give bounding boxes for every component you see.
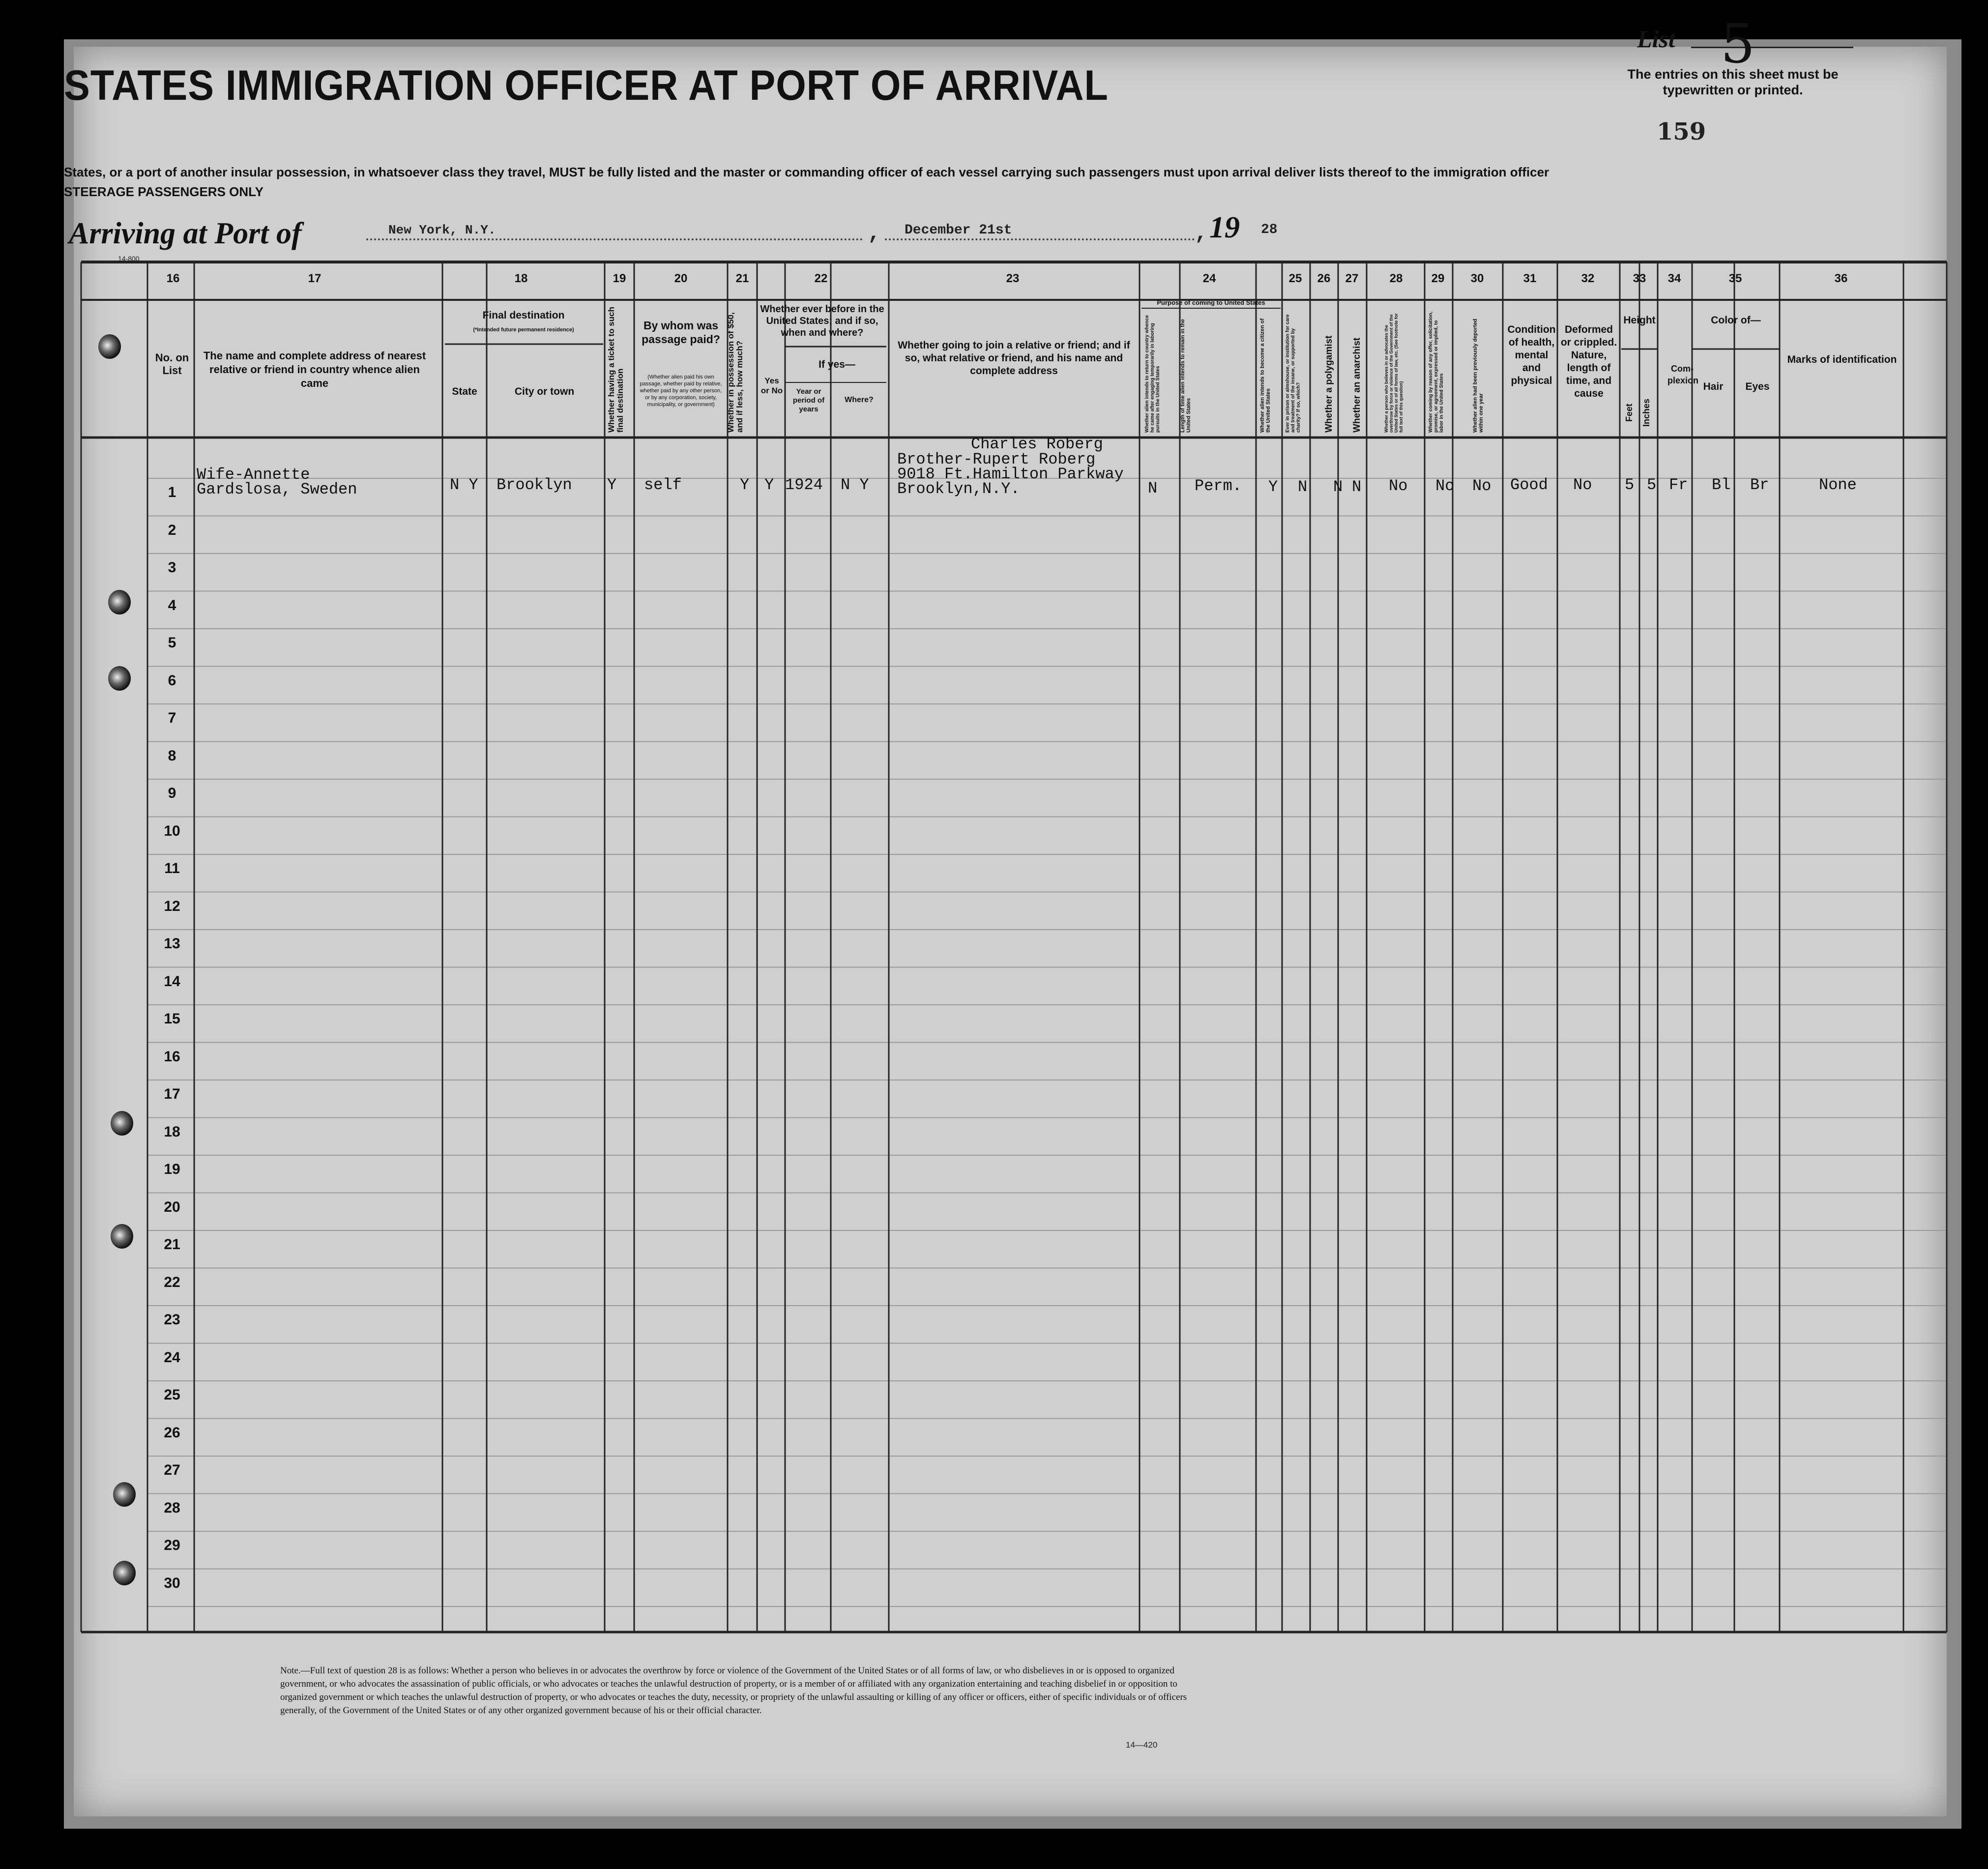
row-number: 23 [164, 1312, 180, 1328]
column-number: 21 [735, 272, 749, 285]
row-number: 28 [164, 1499, 180, 1516]
header-deformed: Deformed or crippled. Nature, length of time, and cause [1560, 324, 1617, 399]
header-list-number: No. on List [155, 351, 189, 377]
entry-city: Brooklyn [497, 476, 572, 494]
comma-2: , [1195, 221, 1208, 246]
entry-citizen: Y [1268, 478, 1278, 496]
class-line: STEERAGE PASSENGERS ONLY [64, 184, 263, 199]
list-number: 5 [1721, 12, 1755, 75]
header-marks: Marks of identification [1787, 354, 1897, 365]
footnote: Note.—Full text of question 28 is as follows: Whether a person who believes in or advocates the overthrow by force or violence of the Government of the United States or of all forms of law, or who disbelieves in or is opposed to organized government, or who advocates the assassination of public officials, or who advocates or teaches the unlawful destruction of property, or is a member of or affiliated with any organization entertaining and teaching disbelief in or opposition to organized government or which teaches the unlawful destruction of property, or who advocates or teaches the duty, necessity, or propriety of the unlawful assaulting or killing of any officer or officers, either of specific individuals or of officers generally, of the Government of the United States or of any other organized government because of his or their official character. [280, 1665, 1187, 1716]
arriving-label: Arriving at Port of [69, 217, 302, 250]
binder-hole [113, 1482, 136, 1507]
row-number: 14 [164, 973, 180, 990]
header-ticket: Whether having a ticket to such final destination [607, 307, 625, 433]
entry-polygamist: N [1333, 478, 1343, 496]
list-label: List [1637, 25, 1675, 53]
port-value: New York, N.Y. [388, 223, 496, 237]
row-number: 19 [164, 1161, 180, 1177]
form-number: 14—420 [1126, 1740, 1158, 1750]
column-number: 32 [1581, 272, 1595, 285]
header-final-destination: Final destination [482, 310, 565, 321]
entry-q29: No [1435, 477, 1455, 495]
entry-q30: No [1472, 477, 1491, 495]
header-final-destination-note: (*Intended future permanent residence) [473, 327, 574, 333]
row-number: 5 [168, 635, 176, 651]
year-prefix: 19 [1209, 211, 1240, 244]
entry-anarchist: N [1352, 478, 1362, 496]
row-number: 3 [168, 559, 176, 576]
column-number: 33 [1633, 272, 1646, 285]
header-complexion: Com-plexion [1667, 364, 1699, 385]
entry-health: Good [1510, 476, 1548, 494]
row-number: 4 [168, 597, 176, 613]
header-passage-note: (Whether alien paid his own passage, whether paid by relative, whether paid by any other person, or by any corporation, society, municipality, or government) [640, 374, 722, 408]
row-number: 7 [168, 710, 176, 726]
row-number: 9 [168, 785, 176, 801]
row-number: 13 [164, 935, 180, 952]
corner-mark: 14-800 [118, 255, 140, 263]
column-number: 18 [514, 272, 528, 285]
row-number: 20 [164, 1198, 180, 1215]
column-number: 19 [613, 272, 626, 285]
date-value: December 21st [905, 223, 1012, 238]
row-number: 27 [164, 1462, 180, 1478]
entry-state: N Y [450, 476, 478, 494]
header-city: City or town [514, 386, 575, 397]
column-number: 28 [1389, 272, 1403, 285]
entry-hair: Bl [1712, 476, 1731, 494]
header-yes-no: Yes or No [760, 376, 783, 395]
page-title: STATES IMMIGRATION OFFICER AT PORT OF ARRIVAL [64, 62, 1109, 109]
entry-paid-by: self [644, 476, 682, 494]
binder-hole [113, 1561, 136, 1585]
page-number: 159 [1657, 118, 1706, 146]
row-number: 25 [164, 1387, 180, 1403]
column-number: 25 [1288, 272, 1302, 285]
row-number: 16 [164, 1048, 180, 1065]
header-before-in-us: Whether ever before in the United States; and if so, when and where? [760, 304, 884, 338]
row-number: 22 [164, 1274, 180, 1290]
row-number: 18 [164, 1123, 180, 1140]
row-number: 17 [164, 1086, 180, 1102]
entry-ticket: Y [607, 476, 617, 494]
header-feet: Feet [1624, 403, 1634, 422]
subtitle-text: States, or a port of another insular possession, in whatsoever class they travel, MUST be fully listed and the master or commanding officer of each vessel carrying such passengers must upon arrival deliver lists thereof to the immigration officer [64, 165, 1549, 179]
header-year: Year or period of years [792, 387, 825, 413]
entry-feet: 5 [1625, 476, 1635, 494]
comma-1: , [868, 221, 881, 246]
binder-hole [108, 590, 131, 614]
header-nearest-relative: The name and complete address of nearest relative or friend in country whence alien came [203, 350, 426, 389]
entry-join-line2: 9018 Ft.Hamilton Parkway [897, 465, 1124, 483]
column-number: 27 [1345, 272, 1359, 285]
entry-join-line3: Brooklyn,N.Y. [897, 480, 1020, 498]
entry-deformed: No [1573, 476, 1592, 494]
binder-hole [111, 1224, 133, 1249]
row-number: 30 [164, 1575, 180, 1591]
column-number: 36 [1834, 272, 1848, 285]
column-number: 35 [1728, 272, 1742, 285]
column-number: 30 [1470, 272, 1484, 285]
row-number: 6 [168, 672, 176, 689]
header-state: State [452, 386, 477, 397]
header-fifty-dollars: Whether in possession of $50, and if less, how much? [726, 312, 744, 433]
row-number: 8 [168, 747, 176, 764]
entry-has-50: Y [740, 476, 750, 494]
header-polygamist: Whether a polygamist [1324, 335, 1334, 433]
header-height: Height [1623, 315, 1656, 326]
column-number: 24 [1202, 272, 1216, 285]
column-number: 31 [1523, 272, 1537, 285]
header-eyes: Eyes [1745, 381, 1770, 392]
header-q29: Whether coming by reason of any offer, solicitation, promise, or agreement, expressed or implied, to labor in the United States [1428, 311, 1444, 433]
entry-eyes: Br [1750, 476, 1769, 494]
entry-length-stay: Perm. [1195, 477, 1242, 495]
row-number: 12 [164, 898, 180, 914]
entry-join-line0: Charles Roberg [971, 435, 1103, 453]
row-number: 15 [164, 1011, 180, 1027]
entry-marks: None [1819, 476, 1857, 494]
column-number: 34 [1667, 272, 1681, 285]
binder-hole [98, 334, 121, 359]
header-deported: Whether alien had been previously deported within one year [1472, 319, 1484, 433]
column-number: 20 [674, 272, 688, 285]
entry-relative-line1: Wife-Annette [197, 466, 310, 484]
row-number: 29 [164, 1537, 180, 1553]
column-number: 23 [1006, 272, 1020, 285]
entry-relative-line2: Gardslosa, Sweden [197, 480, 357, 498]
row-number: 10 [164, 822, 180, 839]
row-number: 11 [164, 860, 180, 876]
header-health: Condition of health, mental and physical [1507, 324, 1556, 386]
entry-before-year: 1924 [785, 476, 823, 494]
header-q28: Whether a person who believes in or advocates the overthrow by force or violence of the Government of the United States or of all forms of law, etc. (See footnote for full text of this question) [1384, 313, 1403, 433]
entry-prison: N [1298, 478, 1308, 496]
year-suffix: 28 [1261, 222, 1278, 237]
binder-hole [108, 666, 131, 691]
header-hair: Hair [1703, 381, 1724, 392]
column-number: 26 [1317, 272, 1331, 285]
typewritten-notice: The entries on this sheet must be typewritten or printed. [1627, 67, 1839, 97]
entry-return-temp: N [1148, 479, 1158, 497]
row-number: 2 [168, 522, 176, 538]
header-inches: Inches [1641, 398, 1651, 427]
entry-complexion: Fr [1669, 476, 1688, 494]
row-number: 1 [168, 484, 176, 500]
header-citizen: Whether alien intends to become a citizen of the United States [1259, 318, 1271, 433]
header-length-stay: Length of time alien intends to remain in the United States [1180, 319, 1192, 433]
column-number: 16 [166, 272, 180, 285]
header-where: Where? [845, 396, 874, 404]
column-number: 17 [308, 272, 322, 285]
entry-join-line1: Brother-Rupert Roberg [897, 450, 1096, 468]
entry-q28: No [1389, 477, 1408, 495]
row-number: 21 [164, 1236, 180, 1253]
header-purpose: Purpose of coming to United States [1157, 299, 1265, 306]
entry-inches: 5 [1647, 476, 1657, 494]
binder-hole [111, 1111, 133, 1136]
entry-before-where: N Y [841, 476, 869, 494]
row-number: 26 [164, 1424, 180, 1441]
entry-before-yes-no: Y [764, 476, 774, 494]
header-return-temp: Whether alien intends to return to country whence he came after engaging temporarily in laboring pursuits in the United States [1144, 315, 1161, 433]
header-if-yes: If yes— [819, 359, 855, 370]
header-color-of: Color of— [1711, 315, 1761, 326]
column-number: 29 [1431, 272, 1445, 285]
header-prison: Ever in prison or almshouse, or institution for care and treatment of the insane, or supported by charity? If so, which? [1285, 314, 1301, 433]
header-joining: Whether going to join a relative or friend; and if so, what relative or friend, and his name and complete address [898, 340, 1130, 377]
column-number: 22 [814, 272, 828, 285]
header-anarchist: Whether an anarchist [1352, 337, 1362, 433]
row-number: 24 [164, 1349, 180, 1366]
header-passage-paid: By whom was passage paid? [642, 319, 720, 346]
